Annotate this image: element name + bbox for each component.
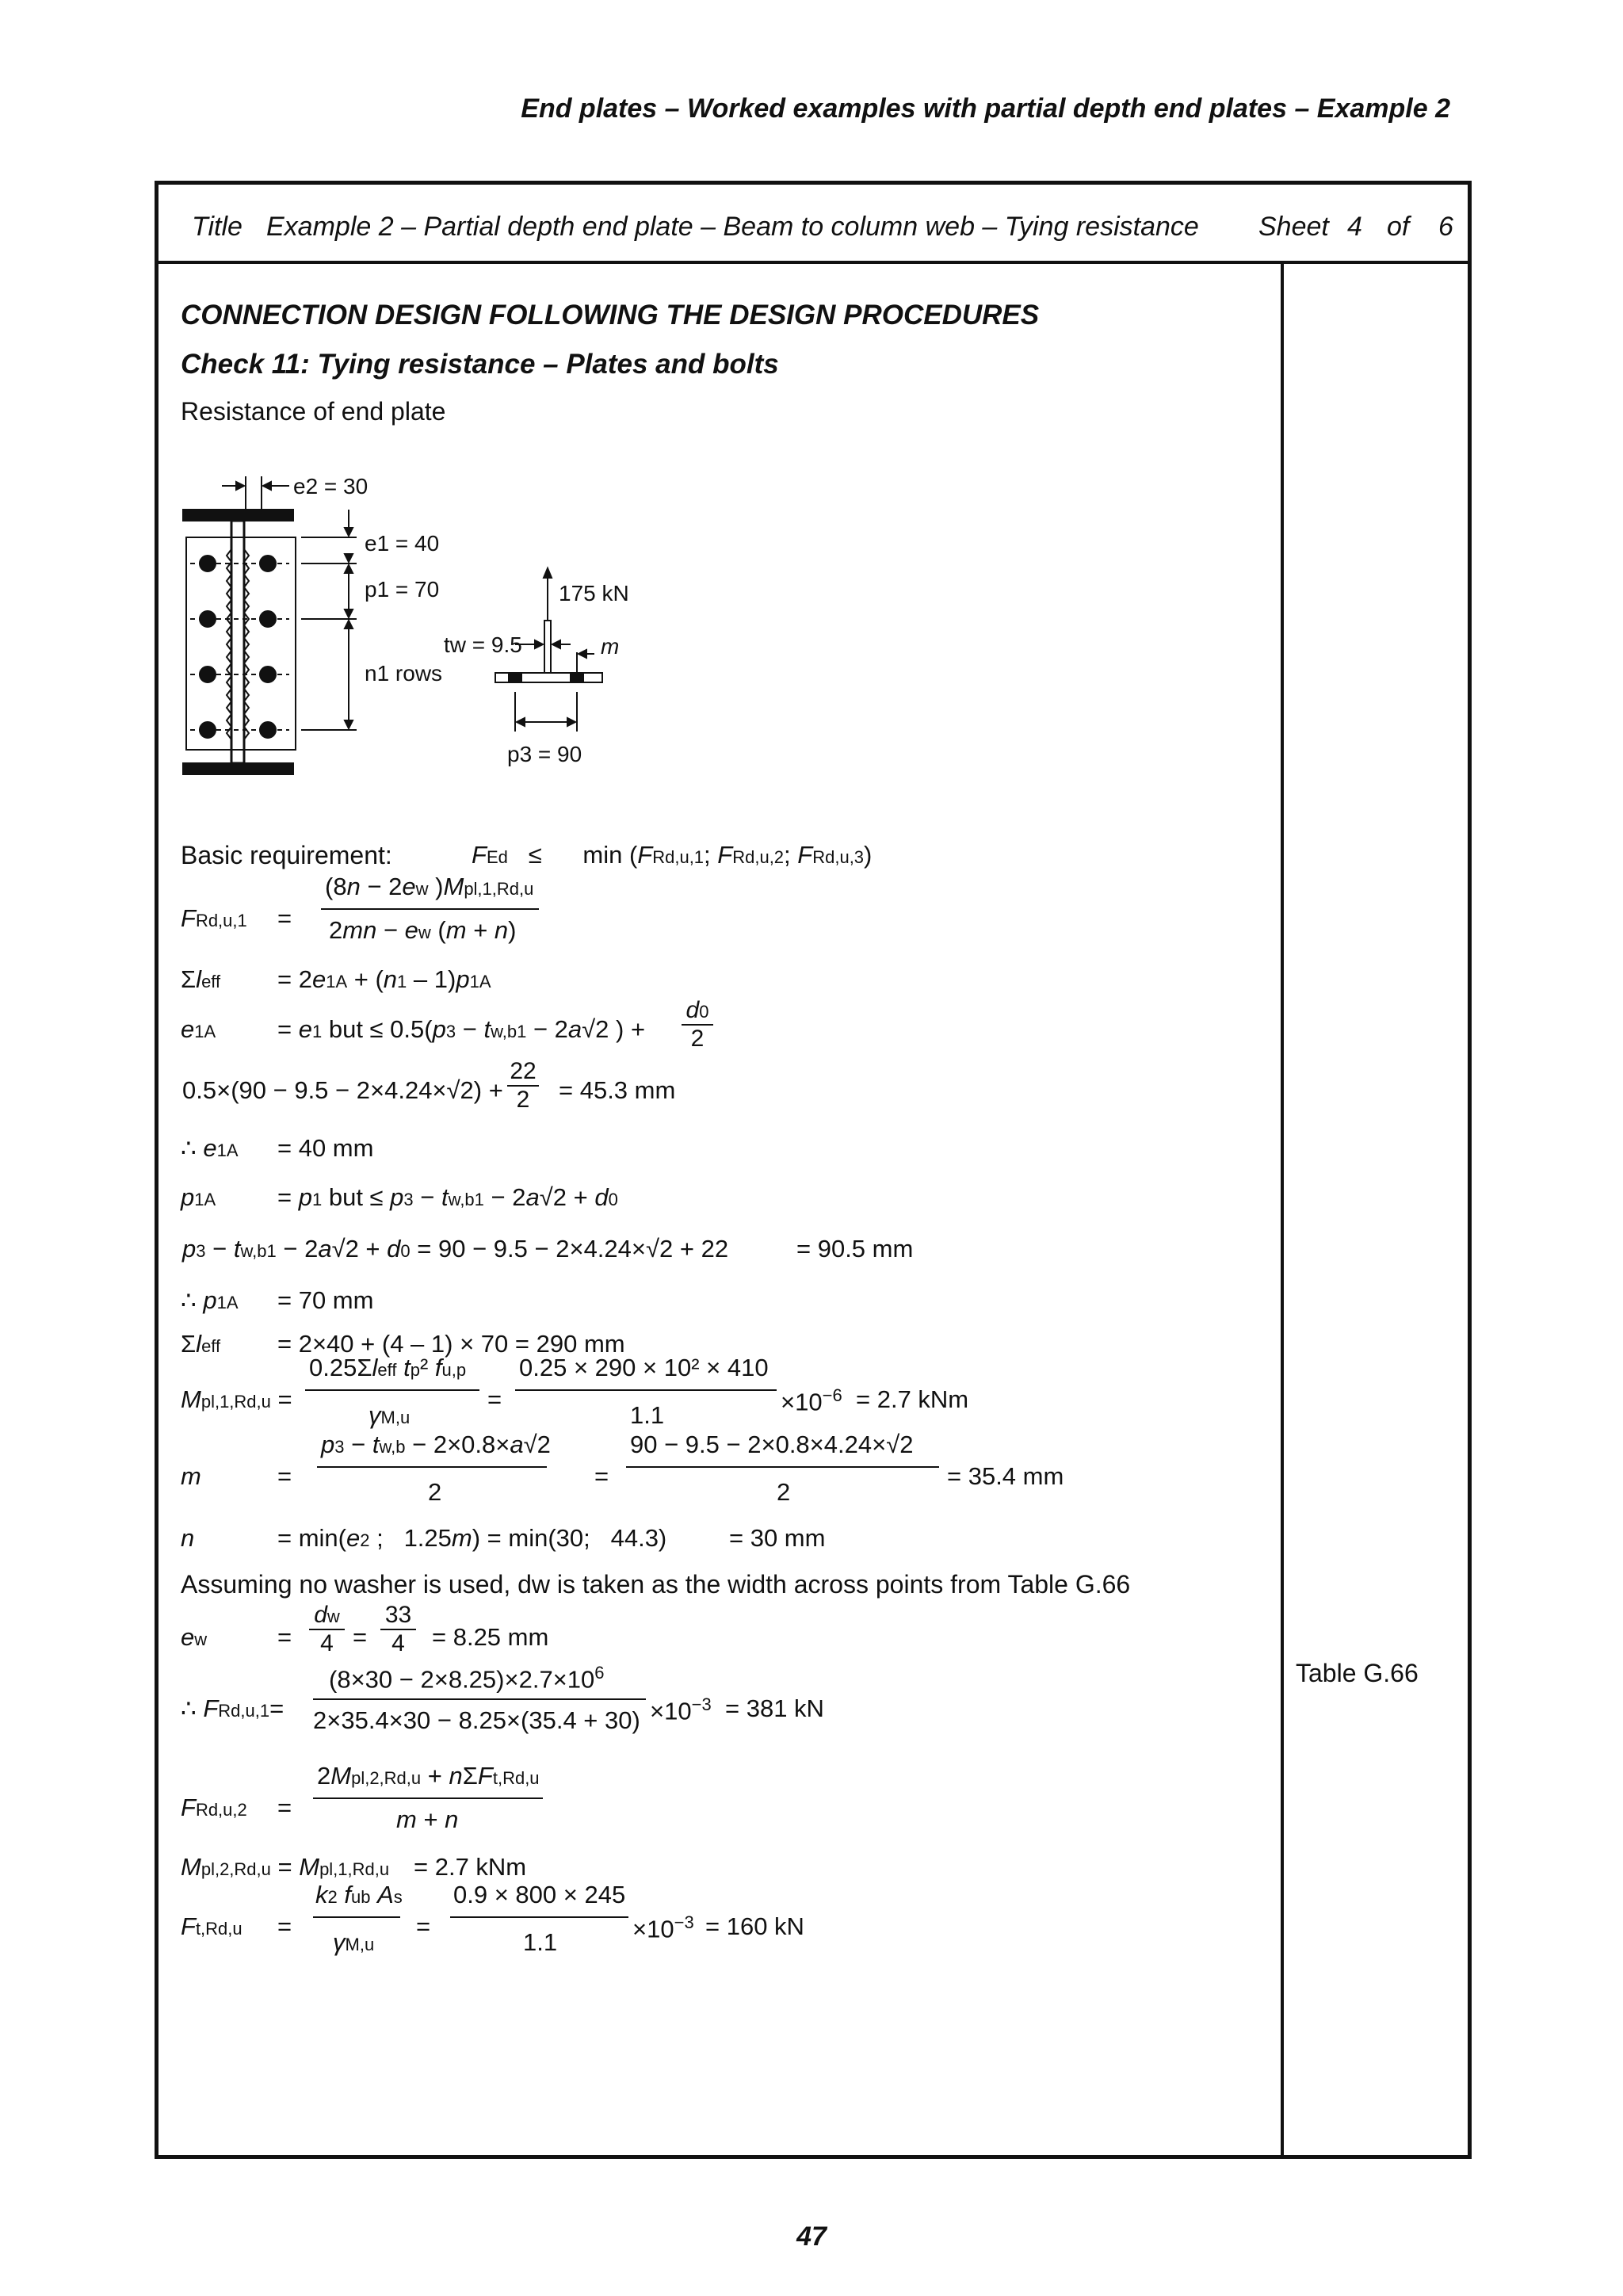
equals-sign: = bbox=[277, 1623, 292, 1651]
e1-label: e1 = 40 bbox=[365, 531, 440, 556]
mpl1-scale: $\times 10^{-6}$ bbox=[781, 1385, 842, 1416]
intro-text: Resistance of end plate bbox=[181, 397, 446, 426]
mpl1-eval-numerator: 0.25 × 290 × 10² × 410 bbox=[519, 1354, 769, 1381]
worksheet-frame bbox=[155, 181, 1472, 2159]
e1a-result: = 45.3 mm bbox=[559, 1076, 676, 1104]
check-heading: Check 11: Tying resistance – Plates and bolts bbox=[181, 349, 779, 380]
fraction-bar bbox=[626, 1466, 939, 1468]
m-result: = 35.4 mm bbox=[947, 1462, 1064, 1490]
page-number: 47 bbox=[796, 2222, 827, 2252]
p1a-therefore: ∴ p1A bbox=[181, 1286, 239, 1314]
ew-label: ew bbox=[181, 1623, 208, 1651]
n1-label: n1 rows bbox=[365, 661, 443, 686]
frd1-numerator: (8n − 2ew )Mpl,1,Rd,u bbox=[325, 873, 534, 900]
n-result: = 30 mm bbox=[729, 1524, 826, 1552]
equals-sign: = bbox=[594, 1462, 609, 1490]
p1a-evaluation: p3 − tw,b1 − 2a√2 + d0 = 90 − 9.5 − 2×4.24×√2 + 22 bbox=[182, 1235, 729, 1263]
ft-eval-denominator: 1.1 bbox=[523, 1928, 558, 1956]
frd2-denominator: m + n bbox=[396, 1805, 459, 1833]
sleff-label-2: Σleff bbox=[181, 1330, 221, 1358]
frd1-result: = 381 kN bbox=[725, 1694, 824, 1722]
basic-requirement-label: Basic requirement: bbox=[181, 841, 392, 869]
title-label: Title bbox=[192, 212, 242, 242]
m-numerator: p3 − tw,b − 2×0.8×a√2 bbox=[321, 1431, 551, 1458]
frd1-therefore: ∴ FRd,u,1= bbox=[181, 1694, 285, 1722]
running-header: End plates – Worked examples with partial depth end plates – Example 2 bbox=[521, 94, 1450, 124]
washer-note: Assuming no washer is used, dw is taken as the width across points from Table G.66 bbox=[181, 1570, 1131, 1599]
sleff-label: Σleff bbox=[181, 965, 221, 993]
of-label: of bbox=[1387, 212, 1410, 242]
equals-sign: = bbox=[353, 1623, 368, 1651]
fraction-bar bbox=[313, 1916, 400, 1918]
mpl2-result: = 2.7 kNm bbox=[414, 1853, 527, 1881]
m-denominator: 2 bbox=[428, 1478, 442, 1506]
p1a-final: = 70 mm bbox=[277, 1286, 374, 1314]
e2-label: e2 = 30 bbox=[293, 474, 369, 499]
end-plate-diagram bbox=[182, 470, 832, 819]
e1a-label: e1A bbox=[181, 1015, 216, 1043]
frd1-eval-numerator: $(8\times 30 - 2\times 8.25)\times 2.7\times 10^6$ bbox=[329, 1663, 605, 1694]
n-formula: = min(e2 ; 1.25m) = min(30; 44.3) bbox=[277, 1524, 667, 1552]
e1a-final: = 40 mm bbox=[277, 1134, 374, 1162]
22-over-2: $\frac{22}{2}$ bbox=[507, 1058, 539, 1114]
frd2-label: FRd,u,2 bbox=[181, 1794, 247, 1821]
e1a-evaluation: 0.5×(90 − 9.5 − 2×4.24×√2) + bbox=[182, 1076, 503, 1104]
p1-label: p1 = 70 bbox=[365, 577, 440, 602]
equals-sign: = bbox=[277, 1794, 292, 1821]
equals-sign: = bbox=[277, 904, 292, 932]
sleff-formula: = 2e1A + (n1 – 1)p1A bbox=[277, 965, 491, 993]
sheet-label: Sheet bbox=[1258, 212, 1329, 242]
m-label: m bbox=[601, 634, 620, 659]
ft-scale: $\times 10^{-3}$ bbox=[632, 1912, 694, 1943]
n-label: n bbox=[181, 1524, 195, 1552]
equals-sign: = bbox=[416, 1912, 431, 1940]
ft-denominator: γM,u bbox=[333, 1928, 375, 1956]
dw-over-4: $\frac{dw}{4}$ bbox=[309, 1602, 345, 1657]
fraction-bar bbox=[305, 1389, 479, 1391]
d0-over-2: $\frac{d0}{2}$ bbox=[682, 997, 713, 1052]
mpl1-result: = 2.7 kNm bbox=[856, 1385, 969, 1413]
calc-body bbox=[158, 185, 1468, 2155]
p1a-label: p1A bbox=[181, 1183, 216, 1211]
section-heading: CONNECTION DESIGN FOLLOWING THE DESIGN PROCEDURES bbox=[181, 300, 1040, 330]
m-label: m bbox=[181, 1462, 201, 1490]
frd1-denominator: 2mn − ew (m + n) bbox=[329, 916, 517, 944]
m-eval-numerator: 90 − 9.5 − 2×0.8×4.24×√2 bbox=[630, 1431, 914, 1458]
p1a-result: = 90.5 mm bbox=[796, 1235, 914, 1263]
fraction-bar bbox=[515, 1389, 777, 1391]
equals-sign: = bbox=[277, 1462, 292, 1490]
equals-sign: = bbox=[277, 1912, 292, 1940]
mpl1-label: Mpl,1,Rd,u = bbox=[181, 1385, 292, 1413]
sheet-total: 6 bbox=[1438, 212, 1453, 242]
p3-label: p3 = 90 bbox=[507, 742, 582, 766]
mpl1-eval-denominator: 1.1 bbox=[630, 1401, 665, 1429]
equals-sign: = bbox=[487, 1385, 502, 1413]
fraction-bar bbox=[317, 1466, 547, 1468]
frd1-scale: $\times 10^{-3}$ bbox=[650, 1694, 712, 1725]
ew-result: = 8.25 mm bbox=[432, 1623, 549, 1651]
e1a-formula: = e1 but ≤ 0.5(p3 − tw,b1 − 2a√2 ) + bbox=[277, 1015, 646, 1043]
p1a-formula: = p1 but ≤ p3 − tw,b1 − 2a√2 + d0 bbox=[277, 1183, 618, 1211]
fraction-bar bbox=[313, 1698, 646, 1700]
sleff-calc: = 2×40 + (4 – 1) × 70 = 290 mm bbox=[277, 1330, 625, 1358]
ft-result: = 160 kN bbox=[705, 1912, 804, 1940]
frd1-label: FRd,u,1 bbox=[181, 904, 247, 932]
tw-label: tw = 9.5 bbox=[444, 632, 522, 657]
basic-requirement-expr: FEd ≤ min (FRd,u,1; FRd,u,2; FRd,u,3) bbox=[472, 841, 873, 869]
fraction-bar bbox=[450, 1916, 628, 1918]
ft-label: Ft,Rd,u bbox=[181, 1912, 242, 1940]
side-reference: Table G.66 bbox=[1296, 1659, 1419, 1687]
sheet-number: 4 bbox=[1347, 212, 1362, 242]
fraction-bar bbox=[313, 1797, 543, 1799]
m-eval-denominator: 2 bbox=[777, 1478, 791, 1506]
mpl1-numerator: 0.25Σleff tp² fu,p bbox=[309, 1354, 467, 1381]
title-text: Example 2 – Partial depth end plate – Beam to column web – Tying resistance bbox=[266, 212, 1199, 242]
mpl1-denominator: γM,u bbox=[369, 1401, 411, 1429]
frd2-numerator: 2Mpl,2,Rd,u + nΣFt,Rd,u bbox=[317, 1762, 540, 1790]
ft-numerator: k2 fub As bbox=[315, 1881, 403, 1908]
ft-eval-numerator: 0.9 × 800 × 245 bbox=[453, 1881, 626, 1908]
33-over-4: $\frac{33}{4}$ bbox=[380, 1602, 416, 1657]
fraction-bar bbox=[321, 908, 539, 910]
frd1-eval-denominator: 2×35.4×30 − 8.25×(35.4 + 30) bbox=[313, 1706, 640, 1734]
load-label: 175 kN bbox=[559, 581, 629, 606]
mpl2-label: Mpl,2,Rd,u = Mpl,1,Rd,u bbox=[181, 1853, 390, 1881]
e1a-therefore: ∴ e1A bbox=[181, 1134, 239, 1162]
